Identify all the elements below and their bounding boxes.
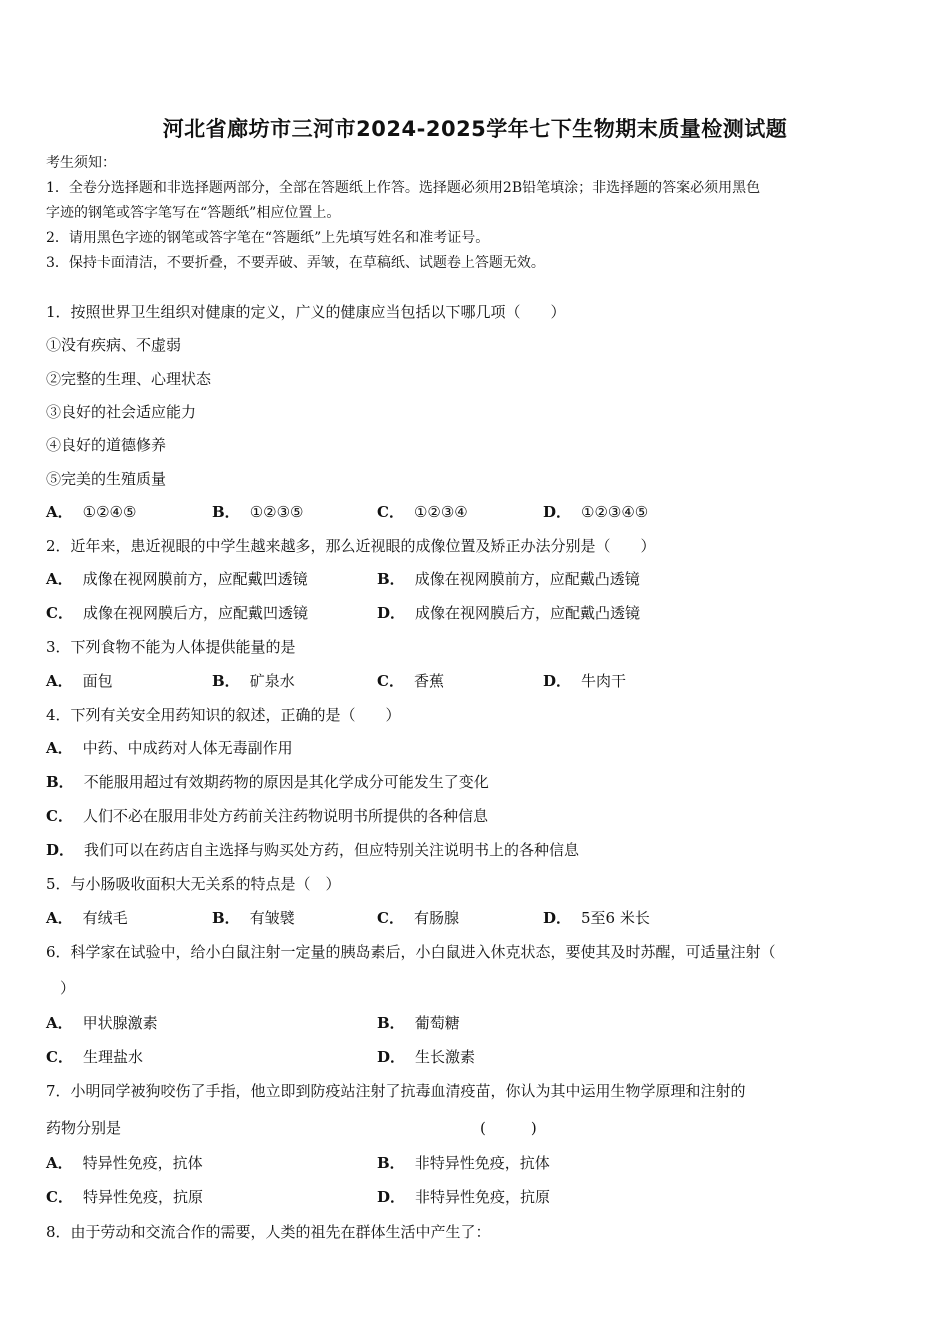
q1-option-c[interactable]: C． ①②③④ xyxy=(377,503,468,521)
q1-option-a[interactable]: A． ①②④⑤ xyxy=(46,503,137,521)
q5-option-a[interactable]: A． 有绒毛 xyxy=(46,909,128,927)
q6-option-d[interactable]: D． 生长激素 xyxy=(377,1048,476,1066)
q2-option-a[interactable]: A． 成像在视网膜前方，应配戴凹透镜 xyxy=(46,570,308,588)
q7-answer-paren: ( ) xyxy=(480,1119,537,1137)
q5-stem: 5．与小肠吸收面积大无关系的特点是（ ） xyxy=(46,875,341,893)
q7-stem: 7．小明同学被狗咬伤了手指，他立即到防疫站注射了抗毒血清疫苗，你认为其中运用生物学原理和注射的 xyxy=(46,1082,746,1100)
q2-option-b[interactable]: B． 成像在视网膜前方，应配戴凸透镜 xyxy=(377,570,640,588)
q4-option-d[interactable]: D． 我们可以在药店自主选择与购买处方药，但应特别关注说明书上的各种信息 xyxy=(46,841,580,859)
q3-option-c[interactable]: C． 香蕉 xyxy=(377,672,444,690)
q6-option-c[interactable]: C． 生理盐水 xyxy=(46,1048,143,1066)
q1-statement-3: ③良好的社会适应能力 xyxy=(46,403,197,421)
q4-option-b[interactable]: B． 不能服用超过有效期药物的原因是其化学成分可能发生了变化 xyxy=(46,773,489,791)
q5-option-c[interactable]: C． 有肠腺 xyxy=(377,909,459,927)
q5-option-b[interactable]: B． 有皱襞 xyxy=(212,909,295,927)
page-title: 河北省廊坊市三河市2024-2025学年七下生物期末质量检测试题 xyxy=(162,117,788,141)
q1-option-b[interactable]: B． ①②③⑤ xyxy=(212,503,304,521)
q3-option-b[interactable]: B． 矿泉水 xyxy=(212,672,295,690)
q7-option-a[interactable]: A． 特异性免疫，抗体 xyxy=(46,1154,203,1172)
notice-item-2: 2．请用黑色字迹的钢笔或答字笔在“答题纸”上先填写姓名和准考证号。 xyxy=(46,230,490,246)
q7-option-b[interactable]: B． 非特异性免疫，抗体 xyxy=(377,1154,550,1172)
q1-statement-4: ④良好的道德修养 xyxy=(46,436,167,454)
q3-option-a[interactable]: A． 面包 xyxy=(46,672,113,690)
q7-stem-cont: 药物分别是 xyxy=(46,1119,122,1137)
q6-option-b[interactable]: B． 葡萄糖 xyxy=(377,1014,460,1032)
notice-item-1: 1．全卷分选择题和非选择题两部分，全部在答题纸上作答。选择题必须用2B铅笔填涂；非选择题的答案必须用黑色 xyxy=(46,180,761,196)
q6-option-a[interactable]: A． 甲状腺激素 xyxy=(46,1014,158,1032)
q3-option-d[interactable]: D． 牛肉干 xyxy=(543,672,627,690)
q8-stem: 8．由于劳动和交流合作的需要，人类的祖先在群体生活中产生了： xyxy=(46,1223,491,1241)
q4-stem: 4．下列有关安全用药知识的叙述，正确的是（ ） xyxy=(46,706,401,724)
q2-option-d[interactable]: D． 成像在视网膜后方，应配戴凸透镜 xyxy=(377,604,641,622)
q3-stem: 3．下列食物不能为人体提供能量的是 xyxy=(46,638,296,656)
q4-option-a[interactable]: A． 中药、中成药对人体无毒副作用 xyxy=(46,739,293,757)
q2-option-c[interactable]: C． 成像在视网膜后方，应配戴凹透镜 xyxy=(46,604,308,622)
q1-statement-2: ②完整的生理、心理状态 xyxy=(46,370,212,388)
q6-stem-cont: ） xyxy=(60,979,76,997)
q1-statement-1: ①没有疾病、不虚弱 xyxy=(46,336,182,354)
q7-option-d[interactable]: D． 非特异性免疫，抗原 xyxy=(377,1188,551,1206)
q1-stem: 1．按照世界卫生组织对健康的定义，广义的健康应当包括以下哪几项（ ） xyxy=(46,303,566,321)
q5-option-d[interactable]: D． 5至6 米长 xyxy=(543,909,650,927)
notice-item-1-cont: 字迹的钢笔或答字笔写在“答题纸”相应位置上。 xyxy=(46,205,341,221)
q4-option-c[interactable]: C． 人们不必在服用非处方药前关注药物说明书所提供的各种信息 xyxy=(46,807,488,825)
q2-stem: 2．近年来，患近视眼的中学生越来越多，那么近视眼的成像位置及矫正办法分别是（ ） xyxy=(46,537,656,555)
q7-option-c[interactable]: C． 特异性免疫，抗原 xyxy=(46,1188,203,1206)
notice-heading: 考生须知： xyxy=(46,155,116,171)
q1-statement-5: ⑤完美的生殖质量 xyxy=(46,470,167,488)
q6-stem: 6．科学家在试验中，给小白鼠注射一定量的胰岛素后，小白鼠进入休克状态，要使其及时苏醒，可适量注射（ xyxy=(46,943,776,961)
notice-item-3: 3．保持卡面清洁，不要折叠，不要弄破、弄皱，在草稿纸、试题卷上答题无效。 xyxy=(46,255,545,271)
q1-option-d[interactable]: D． ①②③④⑤ xyxy=(543,503,649,521)
